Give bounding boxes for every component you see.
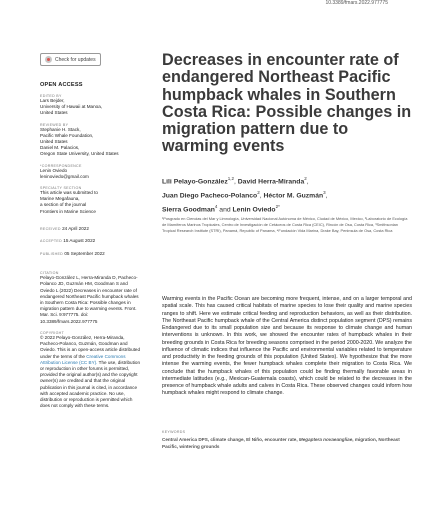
edited-by: Lars Bejder, University of Hawaii at Manoa, United States	[40, 98, 103, 116]
author-separator: ,	[233, 178, 238, 186]
citation-label: CITATION	[40, 271, 59, 276]
author-name[interactable]: Héctor M. Guzmán	[263, 192, 324, 200]
edited-by-label: EDITED BY	[40, 94, 62, 98]
doi-header[interactable]: 10.3389/fmars.2022.977775	[325, 0, 388, 6]
date-published: PUBLISHED 05 September 2022	[40, 250, 105, 256]
copyright: © 2022 Pelayo-González, Herra-Miranda, Pacheco-Polanco, Guzmán, Goodman and Oviedo. This is an open-access article distributed under the terms of the Creative Commons Attribution License (CC BY). The use, distribution or reproduction in other forums is permitted, provided the original author(s) and the copyright owner(s) are credited and that the original publication in this journal is cited, in accordance with accepted academic practice. No use, distribution or reproduction is permitted which does not comply with these terms.	[40, 334, 141, 409]
author-affiliation-marker: 2	[257, 189, 260, 195]
copyright-label: COPYRIGHT	[40, 330, 65, 335]
article-sidebar	[40, 50, 140, 409]
author-separator: ,	[259, 192, 264, 200]
keywords: Central America DPS, climate change, El Niño, encounter rate, Megaptera novaeangliae, migration, Northeast Pacific, wintering grounds	[162, 437, 400, 449]
author-affiliation-marker: 2*	[275, 203, 280, 209]
check-for-updates-button[interactable]	[40, 53, 101, 66]
author-name[interactable]: Lenin Oviedo	[232, 205, 276, 213]
check-for-updates-label: Check for updates	[55, 56, 96, 63]
date-received: RECEIVED 24 April 2022	[40, 226, 89, 232]
reviewed-by: Stephanie H. Stack, Pacific Whale Foundation, United States Daniel M. Palacios, Oregon State University, United States	[40, 126, 119, 157]
specialty-section-label: SPECIALTY SECTION	[40, 186, 82, 191]
date-accepted: ACCEPTED 15 August 2022	[40, 238, 96, 244]
author-affiliation-marker: 1,2	[227, 176, 234, 181]
article-title: Decreases in encounter rate of endangered Northeast Pacific humpback whales in Southern Costa Rica: Possible changes in migration pattern due to warming events	[162, 51, 412, 156]
citation: Pelayo-González L, Herra-Miranda D, Pacheco-Polanco JD, Guzmán HM, Goodman S and Oviedo L (2022) Decreases in encounter rate of endangered Northeast Pacific humpback whales in Southern Costa Rica: Possible changes in migration pattern due to warming events. Front. Mar. Sci. 9:977775. doi: 10.3389/fmars.2022.977775	[40, 275, 139, 324]
author-separator: ,	[306, 178, 309, 186]
author-affiliation-marker: 4	[214, 203, 218, 209]
author-name[interactable]: Sierra Goodman	[162, 205, 215, 213]
author-separator: ,	[325, 192, 328, 200]
author-affiliation-marker: 2	[304, 176, 307, 181]
correspondence-label: *CORRESPONDENCE	[40, 163, 82, 168]
author-name[interactable]: Juan Diego Pacheco-Polanco	[162, 192, 258, 200]
author-affiliation-marker: 3	[323, 189, 326, 195]
reviewed-by-label: REVIEWED BY	[40, 122, 69, 127]
article-dates	[40, 220, 140, 263]
correspondence[interactable]: Lenin Oviedo leninoviedo@gmail.com	[40, 167, 89, 179]
cc-by-license-link[interactable]: Creative Commons Attribution License (CC BY).	[40, 353, 126, 365]
abstract: Warming events in the Pacific Ocean are becoming more frequent, intense, and on a larger temporal and spatial scale. This has caused critical habitats of marine species to lose their quality and marine species ranges to shift. Here we estimate critical feeding and reproduction behaviors, as well as their distribution. The Northeast Pacific humpback whale of the Central America distinct population segment (DPS) remains Endangered due to its small population size and because its response to climate change and human interventions is unknown. In this work, we showed the encounter rates of humpback whales in their breeding grounds in Costa Rica for breeding seasons comprised in the period 2000-2020. We analyze the influence of climatic indices that influence the Pacific and environmental variables related to temperature and productivity in the feeding grounds of this population (United States). We hypothesize that the more intense the warming events, the fewer humpback whales complete their migration to Costa Rica. We conclude that the humpback whales of this population could be finding thermally favorable areas in intermediate latitudes (e.g., Mexican-Guatemala coasts), which could be related to the decreases in the presence of humpback whale adults and calves in Costa Rica. These observed changes could inform how humpback whales might respond to climate change.	[162, 296, 412, 397]
author-name[interactable]: Lili Pelayo-González	[162, 178, 228, 186]
crossmark-icon	[45, 56, 52, 63]
author-separator: and	[217, 205, 233, 213]
specialty-section: This article was submitted to Marine Megafauna, a section of the journal Frontiers in Marine Science	[40, 190, 98, 214]
author-list	[162, 174, 412, 216]
keywords-label: KEYWORDS	[162, 430, 186, 434]
author-name[interactable]: David Herra-Miranda	[237, 178, 305, 186]
affiliation-text: ¹Posgrado en Ciencias del Mar y Limnología, Universidad Nacional Autónoma de México, Ciudad de México, Mexico, ²Laboratorio de Ecología de Mamíferos Marinos Tropicales, Centro de Investigación de Cetáceos de Costa Rica (CEIC), Rincón de Osa, Costa Rica, ³Smithsonian Tropical Research Institute (STRI), Panamá, Republic of Panama, ⁴Fundación Vida Marina, Drake Bay, Peninsula de Osa, Costa Rica	[162, 216, 408, 233]
open-access-label: OPEN ACCESS	[40, 82, 83, 88]
affiliations	[162, 216, 412, 233]
